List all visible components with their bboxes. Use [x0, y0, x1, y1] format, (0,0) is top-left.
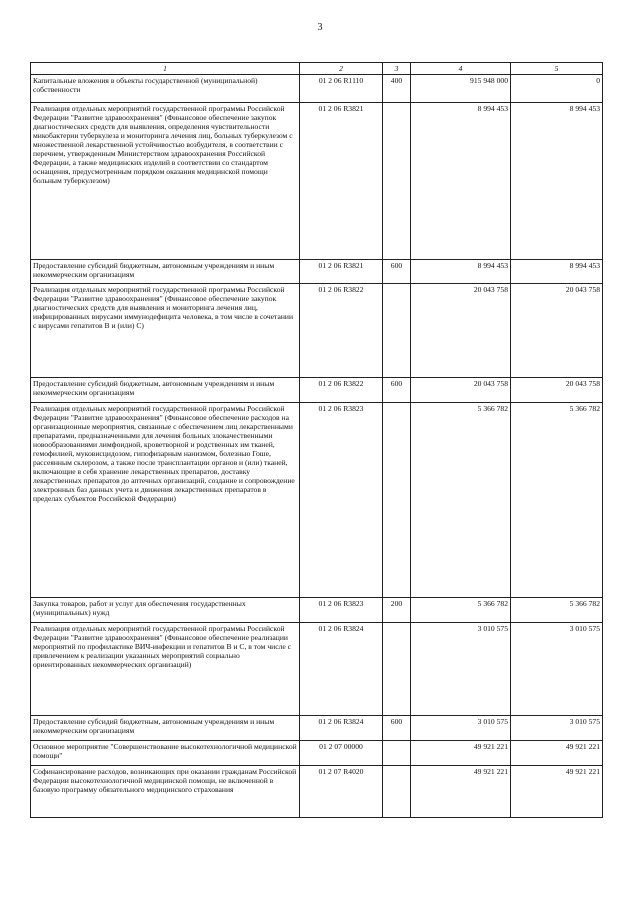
row-description: Реализация отдельных мероприятий государственной программы Российской Федерации "Развитие здравоохранения" (Финансовое обеспечение расходов на организационные мероприятия, связанные с обеспечением лиц лекарственными препаратами, предназначенными для лечения больных злокачественными новообразованиями лимфоидной, кроветворной и родственных им тканей, гемофилией, муковисцидозом, гипофизарным нанизмом, болезнью Гоше, рассеянным склерозом, а также после трансплантации органов и (или) тканей, включающие в себя хранение лекарственных препаратов, доставку лекарственных препаратов до аптечных организаций, создание и сопровождение электронных баз данных учета и движения лекарственных препаратов в пределах субъектов Российской Федерации): [31, 403, 300, 598]
table-row: [31, 103, 603, 260]
header-col-2: 2: [300, 63, 383, 75]
row-amount-2: 20 043 758: [511, 378, 603, 403]
row-expense-type: [383, 741, 411, 766]
table-row: [31, 284, 603, 378]
table-row: [31, 741, 603, 766]
table-row: [31, 403, 603, 598]
table-row: [31, 598, 603, 623]
header-col-4: 4: [411, 63, 511, 75]
row-expense-type: [383, 766, 411, 818]
row-expense-type: 600: [383, 378, 411, 403]
row-amount-1: 49 921 221: [411, 741, 511, 766]
row-amount-2: 3 010 575: [511, 623, 603, 716]
row-amount-1: 8 994 453: [411, 260, 511, 284]
row-code: 01 2 06 R3821: [300, 260, 383, 284]
table-row: [31, 75, 603, 103]
row-description: Предоставление субсидий бюджетным, автономным учреждениям и иным некоммерческим организациям: [31, 716, 300, 741]
row-amount-1: 5 366 782: [411, 403, 511, 598]
budget-table: [30, 62, 603, 818]
row-code: 01 2 06 R3823: [300, 598, 383, 623]
row-code: 01 2 06 R3822: [300, 284, 383, 378]
row-expense-type: 600: [383, 716, 411, 741]
row-expense-type: 200: [383, 598, 411, 623]
table-row: [31, 260, 603, 284]
row-amount-2: 49 921 221: [511, 741, 603, 766]
header-col-3: 3: [383, 63, 411, 75]
row-code: 01 2 06 R3824: [300, 716, 383, 741]
row-amount-2: 0: [511, 75, 603, 103]
row-expense-type: [383, 284, 411, 378]
row-expense-type: 400: [383, 75, 411, 103]
row-description: Основное мероприятие "Совершенствование высокотехнологичной медицинской помощи": [31, 741, 300, 766]
row-description: Предоставление субсидий бюджетным, автономным учреждениям и иным некоммерческим организациям: [31, 260, 300, 284]
header-col-5: 5: [511, 63, 603, 75]
row-amount-1: 20 043 758: [411, 284, 511, 378]
row-amount-2: 5 366 782: [511, 598, 603, 623]
page-number: 3: [317, 22, 323, 33]
row-description: Предоставление субсидий бюджетным, автономным учреждениям и иным некоммерческим организациям: [31, 378, 300, 403]
row-code: 01 2 06 R3822: [300, 378, 383, 403]
row-code: 01 2 06 R1110: [300, 75, 383, 103]
row-amount-1: 3 010 575: [411, 716, 511, 741]
row-amount-2: 3 010 575: [511, 716, 603, 741]
table-row: [31, 378, 603, 403]
row-amount-1: 8 994 453: [411, 103, 511, 260]
row-code: 01 2 07 R4020: [300, 766, 383, 818]
row-expense-type: [383, 103, 411, 260]
row-expense-type: [383, 403, 411, 598]
row-amount-2: 20 043 758: [511, 284, 603, 378]
row-code: 01 2 06 R3821: [300, 103, 383, 260]
row-code: 01 2 07 00000: [300, 741, 383, 766]
table-row: [31, 623, 603, 716]
row-description: Реализация отдельных мероприятий государственной программы Российской Федерации "Развитие здравоохранения" (Финансовое обеспечение закупок диагностических средств для выявления и мониторинга лечения лиц, инфицированных вирусами иммунодефицита человека, в том числе в сочетании с вирусами гепатитов В и (или) С): [31, 284, 300, 378]
row-amount-1: 20 043 758: [411, 378, 511, 403]
row-description: Софинансирование расходов, возникающих при оказании гражданам Российской Федерации высокотехнологичной медицинской помощи, не включенной в базовую программу обязательного медицинского страхования: [31, 766, 300, 818]
row-description: Реализация отдельных мероприятий государственной программы Российской Федерации "Развитие здравоохранения" (Финансовое обеспечение закупок диагностических средств для выявления, определения чувствительности микобактерии туберкулеза и мониторинга лечения лиц, больных туберкулезом с множественной лекарственной устойчивостью возбудителя, в соответствии с перечнем, утвержденным Министерством здравоохранения Российской Федерации, а также медицинских изделий в соответствии со стандартом оснащения, предусмотренным порядком оказания медицинской помощи больным туберкулезом): [31, 103, 300, 260]
row-amount-2: 5 366 782: [511, 403, 603, 598]
row-amount-1: 915 948 000: [411, 75, 511, 103]
table-header-row: [31, 63, 603, 75]
row-code: 01 2 06 R3823: [300, 403, 383, 598]
row-description: Закупка товаров, работ и услуг для обеспечения государственных (муниципальных) нужд: [31, 598, 300, 623]
table-row: [31, 716, 603, 741]
row-amount-1: 5 366 782: [411, 598, 511, 623]
row-amount-2: 8 994 453: [511, 103, 603, 260]
row-description: Капитальные вложения в объекты государственной (муниципальной) собственности: [31, 75, 300, 103]
row-code: 01 2 06 R3824: [300, 623, 383, 716]
row-amount-2: 49 921 221: [511, 766, 603, 818]
row-expense-type: 600: [383, 260, 411, 284]
table-row: [31, 766, 603, 818]
row-amount-1: 49 921 221: [411, 766, 511, 818]
row-description: Реализация отдельных мероприятий государственной программы Российской Федерации "Развитие здравоохранения" (Финансовое обеспечение реализации мероприятий по профилактике ВИЧ-инфекции и гепатитов В и С, в том числе с привлечением к реализации указанных мероприятий социально ориентированных некоммерческих организаций): [31, 623, 300, 716]
row-amount-1: 3 010 575: [411, 623, 511, 716]
row-amount-2: 8 994 453: [511, 260, 603, 284]
header-col-1: 1: [31, 63, 300, 75]
row-expense-type: [383, 623, 411, 716]
